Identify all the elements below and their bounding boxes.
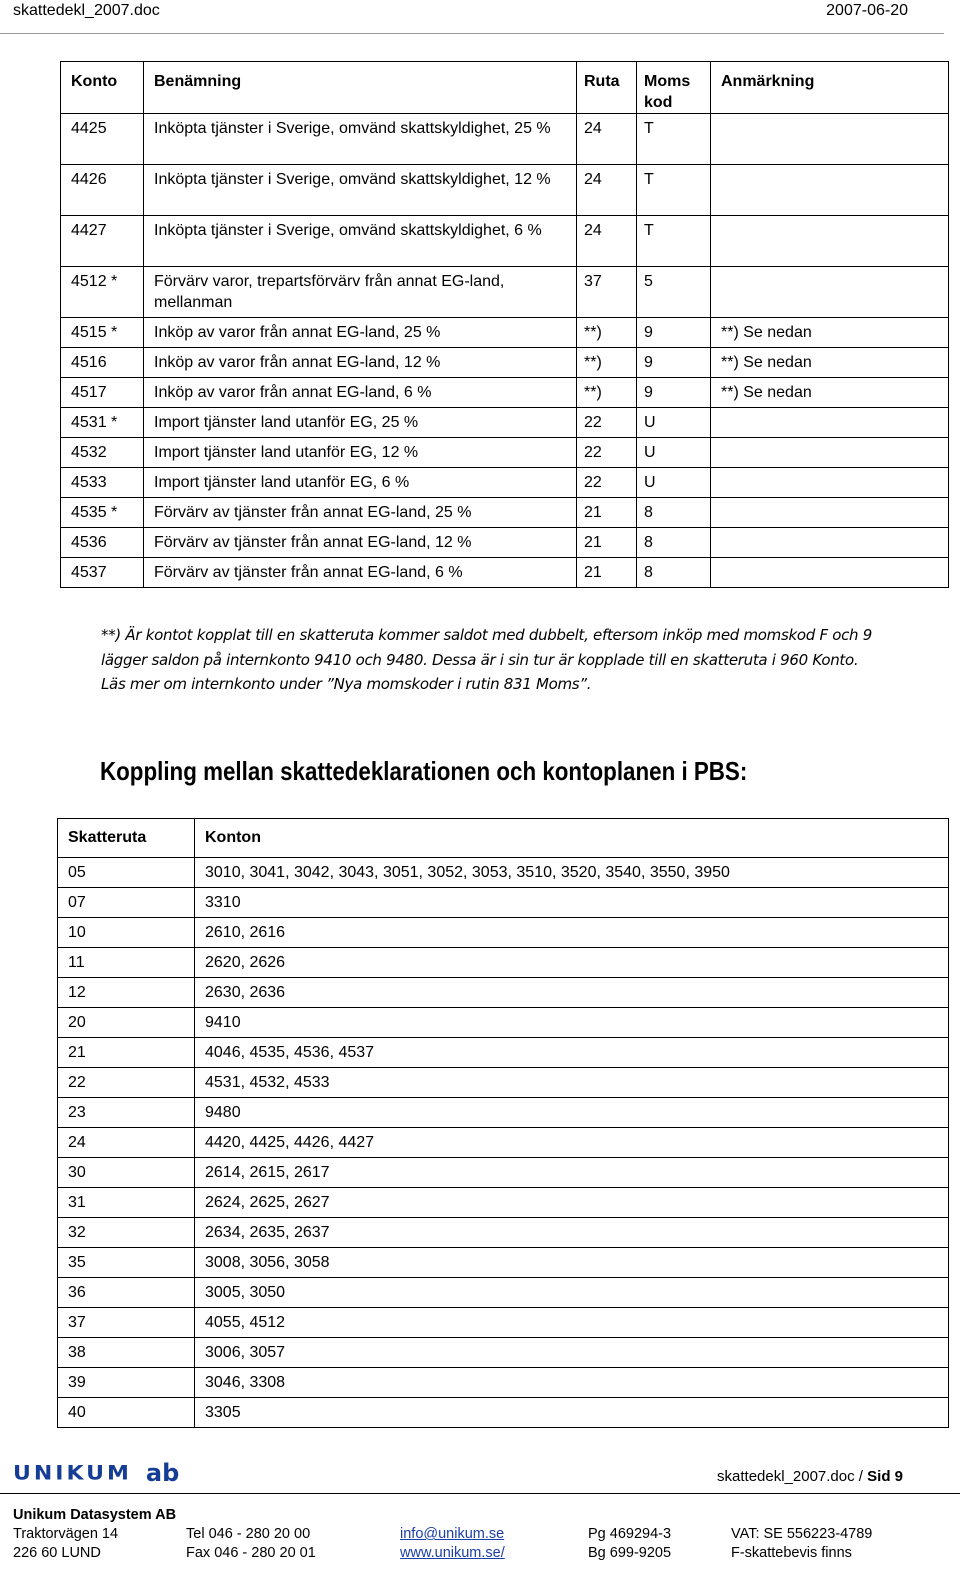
bankgiro: Bg 699-9205 (588, 1545, 672, 1561)
cell-skatteruta: 22 (58, 1068, 195, 1098)
col-konto-header: Konto (61, 62, 144, 114)
cell-konton: 3006, 3057 (195, 1338, 949, 1368)
cell-konton: 2614, 2615, 2617 (195, 1158, 949, 1188)
table-row (61, 378, 949, 408)
cell-benamning: Förvärv av tjänster från annat EG-land, 12 % (144, 528, 577, 558)
col-skatteruta-header: Skatteruta (58, 819, 195, 858)
cell-skatteruta: 31 (58, 1188, 195, 1218)
cell-moms: 9 (637, 378, 711, 408)
header-filename: skattedekl_2007.doc (13, 2, 160, 19)
col-anm-header: Anmärkning (711, 62, 949, 114)
cell-moms: T (637, 165, 711, 216)
address-street: Traktorvägen 14 (13, 1526, 119, 1542)
cell-benamning: Inköpta tjänster i Sverige, omvänd skattskyldighet, 12 % (144, 165, 577, 216)
cell-konto: 4531 * (61, 408, 144, 438)
table-row (61, 348, 949, 378)
cell-konto: 4536 (61, 528, 144, 558)
cell-anmarkning (711, 408, 949, 438)
table-row (61, 558, 949, 588)
table-row (58, 1038, 949, 1068)
cell-benamning: Inköpta tjänster i Sverige, omvänd skattskyldighet, 25 % (144, 114, 577, 165)
table-row (58, 858, 949, 888)
cell-anmarkning (711, 528, 949, 558)
cell-benamning: Inköpta tjänster i Sverige, omvänd skattskyldighet, 6 % (144, 216, 577, 267)
cell-konto: 4537 (61, 558, 144, 588)
cell-benamning: Förvärv av tjänster från annat EG-land, 25 % (144, 498, 577, 528)
company-logo (13, 1460, 179, 1486)
cell-moms: 8 (637, 498, 711, 528)
header-rule (0, 33, 944, 34)
cell-konton: 3008, 3056, 3058 (195, 1248, 949, 1278)
cell-skatteruta: 36 (58, 1278, 195, 1308)
table-row (61, 165, 949, 216)
cell-anmarkning (711, 558, 949, 588)
cell-moms: U (637, 408, 711, 438)
table-row (58, 888, 949, 918)
cell-konto: 4425 (61, 114, 144, 165)
cell-moms: 8 (637, 528, 711, 558)
footer-phone (186, 1525, 316, 1563)
plusgiro: Pg 469294-3 (588, 1526, 672, 1542)
cell-benamning: Import tjänster land utanför EG, 12 % (144, 438, 577, 468)
account-table-header (61, 62, 949, 114)
page-reference (717, 1468, 903, 1485)
mapping-table-header (58, 819, 949, 858)
cell-konton: 2634, 2635, 2637 (195, 1218, 949, 1248)
cell-benamning: Förvärv varor, trepartsförvärv från annat EG-land, mellanman (144, 267, 577, 318)
section-title: Koppling mellan skattedeklarationen och kontoplanen i PBS: (100, 756, 748, 786)
cell-skatteruta: 24 (58, 1128, 195, 1158)
table-row (61, 498, 949, 528)
page-file: skattedekl_2007.doc (717, 1468, 855, 1485)
cell-konton: 4420, 4425, 4426, 4427 (195, 1128, 949, 1158)
cell-ruta: 21 (577, 528, 637, 558)
cell-konto: 4427 (61, 216, 144, 267)
phone-number: Tel 046 - 280 20 00 (186, 1526, 311, 1542)
cell-anmarkning: **) Se nedan (711, 348, 949, 378)
cell-konton: 2630, 2636 (195, 978, 949, 1008)
table-row (58, 1128, 949, 1158)
table-row (61, 468, 949, 498)
footnote-line: Läs mer om internkonto under ”Nya momskoder i rutin 831 Moms”. (101, 675, 592, 693)
cell-ruta: 24 (577, 114, 637, 165)
cell-ruta: 22 (577, 438, 637, 468)
cell-konton: 9410 (195, 1008, 949, 1038)
table-row (58, 1218, 949, 1248)
table-row (58, 1338, 949, 1368)
table-row (58, 1158, 949, 1188)
table-row (58, 1278, 949, 1308)
mapping-table (57, 818, 949, 1428)
logo-wordmark: UNIKUM (13, 1461, 132, 1485)
cell-konton: 9480 (195, 1098, 949, 1128)
cell-konton: 4531, 4532, 4533 (195, 1068, 949, 1098)
table-row (61, 267, 949, 318)
cell-benamning: Förvärv av tjänster från annat EG-land, 6 % (144, 558, 577, 588)
cell-ruta: 21 (577, 558, 637, 588)
cell-skatteruta: 35 (58, 1248, 195, 1278)
cell-skatteruta: 21 (58, 1038, 195, 1068)
footer-tax (731, 1525, 872, 1563)
header-date: 2007-06-20 (826, 2, 908, 19)
table-row (58, 918, 949, 948)
cell-anmarkning (711, 165, 949, 216)
cell-ruta: **) (577, 378, 637, 408)
cell-konto: 4515 * (61, 318, 144, 348)
cell-benamning: Inköp av varor från annat EG-land, 6 % (144, 378, 577, 408)
vat-number: VAT: SE 556223-4789 (731, 1526, 873, 1542)
cell-moms: U (637, 468, 711, 498)
logo-suffix: ab (145, 1459, 180, 1487)
cell-anmarkning (711, 438, 949, 468)
footer-address (13, 1525, 118, 1563)
footnote (101, 623, 931, 697)
cell-anmarkning (711, 267, 949, 318)
cell-skatteruta: 10 (58, 918, 195, 948)
col-ruta-header: Ruta (577, 62, 637, 114)
cell-moms: U (637, 438, 711, 468)
cell-konton: 3305 (195, 1398, 949, 1428)
cell-konto: 4516 (61, 348, 144, 378)
table-row (58, 948, 949, 978)
cell-moms: 9 (637, 318, 711, 348)
cell-moms: 9 (637, 348, 711, 378)
table-row (58, 978, 949, 1008)
cell-anmarkning (711, 114, 949, 165)
cell-skatteruta: 30 (58, 1158, 195, 1188)
cell-ruta: 21 (577, 498, 637, 528)
account-table (60, 61, 949, 588)
cell-ruta: 37 (577, 267, 637, 318)
cell-konton: 4055, 4512 (195, 1308, 949, 1338)
footer-contact (400, 1525, 505, 1563)
cell-anmarkning (711, 498, 949, 528)
table-row (61, 408, 949, 438)
cell-ruta: 22 (577, 408, 637, 438)
cell-skatteruta: 07 (58, 888, 195, 918)
table-row (58, 1308, 949, 1338)
address-city: 226 60 LUND (13, 1545, 101, 1561)
cell-konton: 4046, 4535, 4536, 4537 (195, 1038, 949, 1068)
table-row (61, 528, 949, 558)
cell-ruta: 24 (577, 165, 637, 216)
cell-skatteruta: 20 (58, 1008, 195, 1038)
cell-benamning: Inköp av varor från annat EG-land, 12 % (144, 348, 577, 378)
table-row (61, 114, 949, 165)
cell-konto: 4533 (61, 468, 144, 498)
cell-konto: 4535 * (61, 498, 144, 528)
cell-konto: 4532 (61, 438, 144, 468)
cell-konto: 4517 (61, 378, 144, 408)
page-header (0, 0, 960, 40)
cell-konton: 3310 (195, 888, 949, 918)
fax-number: Fax 046 - 280 20 01 (186, 1545, 316, 1561)
cell-konto: 4512 * (61, 267, 144, 318)
cell-skatteruta: 38 (58, 1338, 195, 1368)
cell-konton: 3010, 3041, 3042, 3043, 3051, 3052, 3053, 3510, 3520, 3540, 3550, 3950 (195, 858, 949, 888)
cell-anmarkning: **) Se nedan (711, 318, 949, 348)
cell-skatteruta: 12 (58, 978, 195, 1008)
cell-skatteruta: 11 (58, 948, 195, 978)
company-name: Unikum Datasystem AB (13, 1507, 177, 1523)
col-benamning-header: Benämning (144, 62, 577, 114)
cell-benamning: Import tjänster land utanför EG, 6 % (144, 468, 577, 498)
table-row (61, 438, 949, 468)
footnote-line: **) Är kontot kopplat till en skatteruta kommer saldot med dubbelt, eftersom inköp med momskod F och 9 (101, 626, 872, 644)
table-row (61, 318, 949, 348)
cell-skatteruta: 23 (58, 1098, 195, 1128)
footer-bank (588, 1525, 671, 1563)
table-row (58, 1248, 949, 1278)
cell-ruta: 22 (577, 468, 637, 498)
table-row (58, 1398, 949, 1428)
cell-skatteruta: 05 (58, 858, 195, 888)
col-moms-header: Moms kod (637, 62, 711, 114)
cell-skatteruta: 37 (58, 1308, 195, 1338)
footnote-line: lägger saldon på internkonto 9410 och 9480. Dessa är i sin tur är kopplade till en skatteruta i 960 Konto. (101, 650, 859, 669)
cell-anmarkning (711, 468, 949, 498)
table-row (58, 1368, 949, 1398)
cell-moms: T (637, 114, 711, 165)
table-row (58, 1098, 949, 1128)
cell-moms: 5 (637, 267, 711, 318)
cell-benamning: Inköp av varor från annat EG-land, 25 % (144, 318, 577, 348)
cell-anmarkning (711, 216, 949, 267)
table-row (61, 216, 949, 267)
page-separator: / (854, 1468, 868, 1485)
cell-moms: 8 (637, 558, 711, 588)
table-row (58, 1008, 949, 1038)
cell-benamning: Import tjänster land utanför EG, 25 % (144, 408, 577, 438)
table-row (58, 1188, 949, 1218)
cell-konton: 3005, 3050 (195, 1278, 949, 1308)
cell-konton: 3046, 3308 (195, 1368, 949, 1398)
cell-moms: T (637, 216, 711, 267)
col-konton-header: Konton (195, 819, 949, 858)
website-link[interactable]: www.unikum.se/ (400, 1545, 505, 1561)
cell-skatteruta: 32 (58, 1218, 195, 1248)
cell-ruta: **) (577, 318, 637, 348)
table-row (58, 1068, 949, 1098)
cell-ruta: 24 (577, 216, 637, 267)
cell-konton: 2620, 2626 (195, 948, 949, 978)
cell-skatteruta: 40 (58, 1398, 195, 1428)
cell-konton: 2610, 2616 (195, 918, 949, 948)
cell-konto: 4426 (61, 165, 144, 216)
page-number: Sid 9 (867, 1468, 903, 1485)
footer-rule (0, 1493, 960, 1494)
email-link[interactable]: info@unikum.se (400, 1526, 505, 1542)
cell-ruta: **) (577, 348, 637, 378)
f-tax-note: F-skattebevis finns (731, 1545, 852, 1561)
cell-konton: 2624, 2625, 2627 (195, 1188, 949, 1218)
cell-anmarkning: **) Se nedan (711, 378, 949, 408)
cell-skatteruta: 39 (58, 1368, 195, 1398)
